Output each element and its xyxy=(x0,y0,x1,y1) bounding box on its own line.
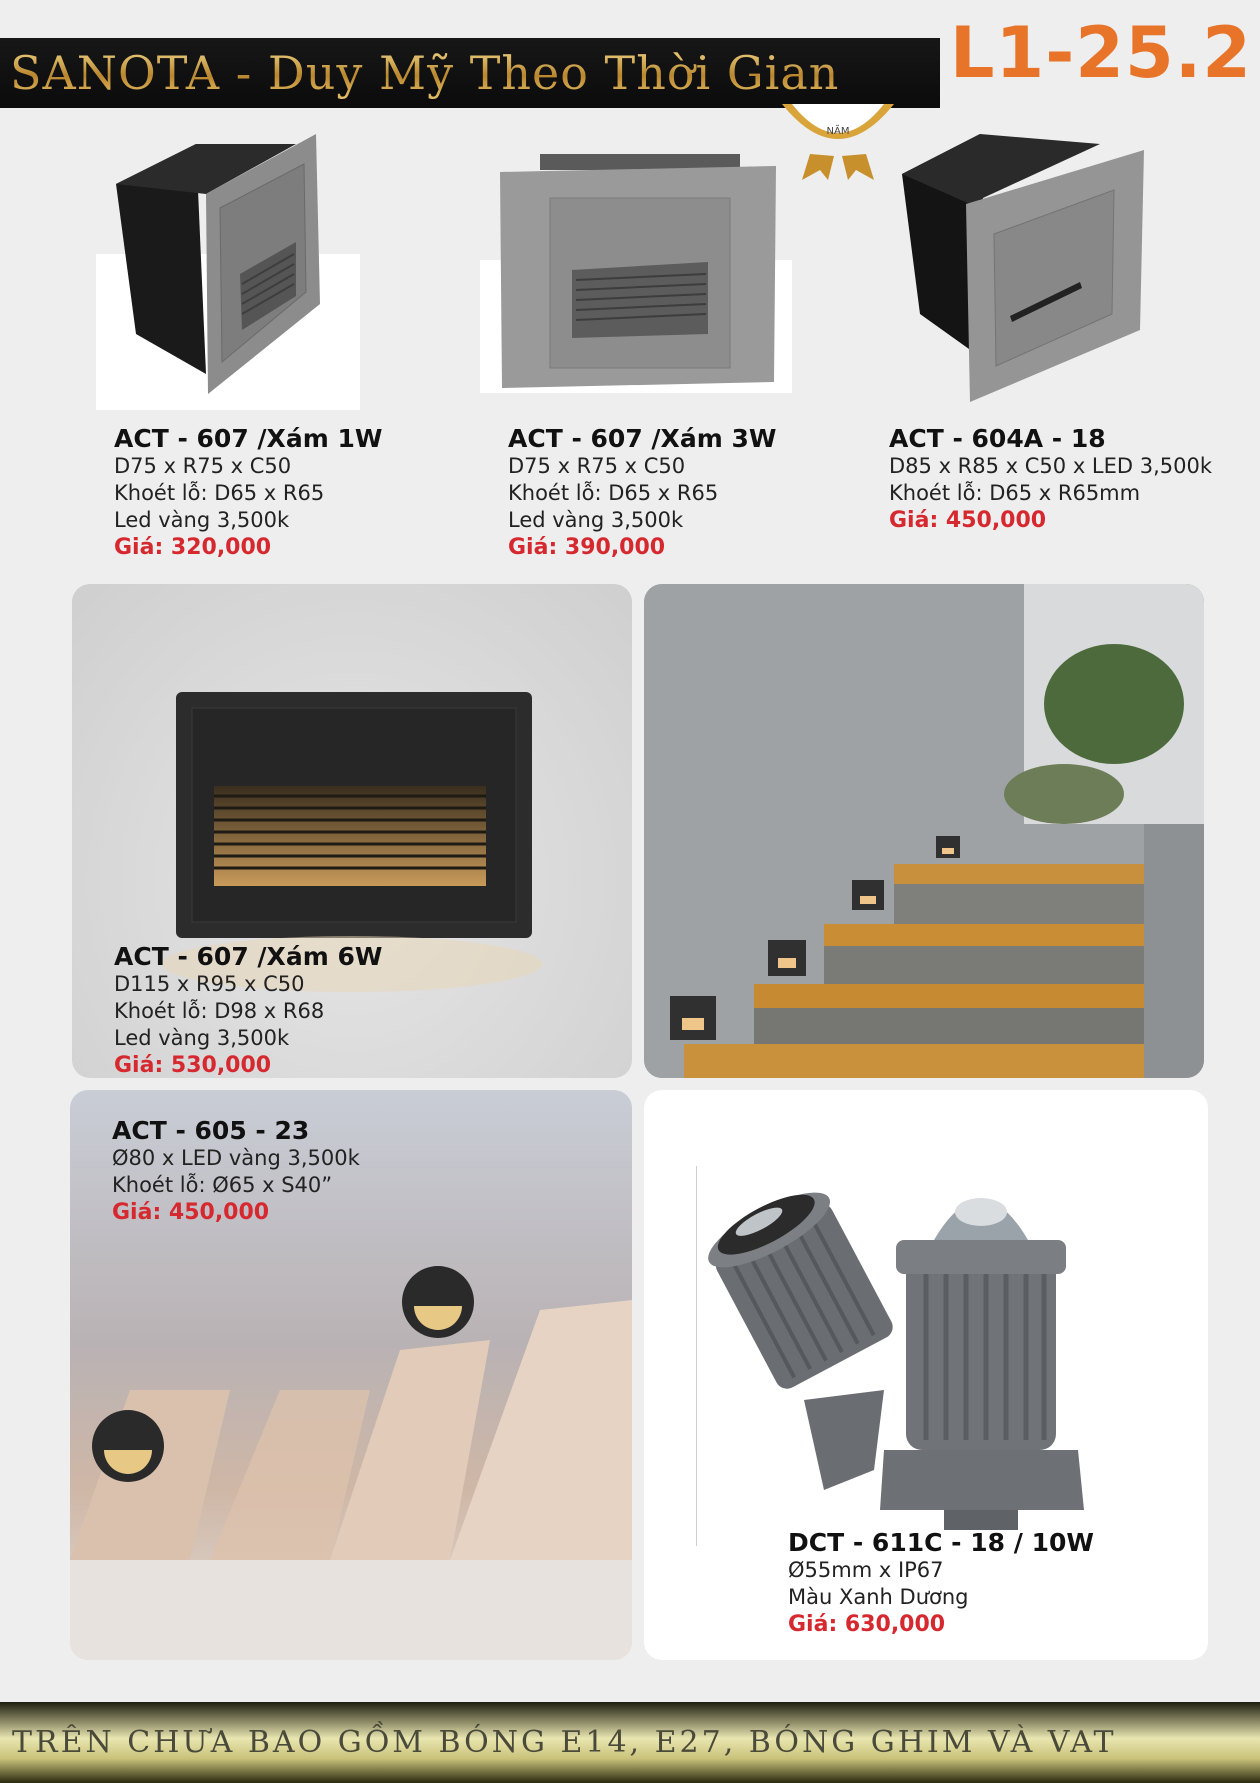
product-price: Giá: 390,000 xyxy=(508,535,666,560)
product-cutout: Khoét lỗ: D65 x R65mm xyxy=(889,481,1141,505)
product-dimensions: D85 x R85 x C50 x LED 3,500k xyxy=(889,454,1213,478)
product-led: Led vàng 3,500k xyxy=(508,508,684,532)
brand-banner xyxy=(0,38,940,108)
product-price: Giá: 630,000 xyxy=(788,1612,946,1637)
product-price: Giá: 530,000 xyxy=(114,1053,272,1078)
product-dimensions: Ø80 x LED vàng 3,500k xyxy=(112,1146,360,1170)
product-name: ACT - 604A - 18 xyxy=(889,424,1106,453)
product-name: ACT - 607 /Xám 1W xyxy=(114,424,383,453)
product-name: DCT - 611C - 18 / 10W xyxy=(788,1528,1094,1557)
page-code: L1-25.2 xyxy=(949,12,1252,94)
product-card-act605 xyxy=(70,1090,632,1660)
product-info-act605 xyxy=(112,1116,360,1227)
product-info-act607-3w xyxy=(508,424,776,562)
product-card-act607-6w xyxy=(72,584,632,1078)
product-price: Giá: 320,000 xyxy=(114,535,272,560)
product-name: ACT - 607 /Xám 6W xyxy=(114,942,383,971)
product-name: ACT - 605 - 23 xyxy=(112,1116,310,1145)
staircase-photo xyxy=(644,584,1204,1078)
product-dimensions: Ø55mm x IP67 xyxy=(788,1558,944,1582)
footer-note: TRÊN CHƯA BAO GỒM BÓNG E14, E27, BÓNG GHIM VÀ VAT xyxy=(12,1725,1117,1760)
product-dimensions: D75 x R75 x C50 xyxy=(114,454,292,478)
product-cutout: Khoét lỗ: D65 x R65 xyxy=(508,481,719,505)
product-dimensions: D115 x R95 x C50 xyxy=(114,972,305,996)
product-info-act604a xyxy=(889,424,1212,535)
product-led: Led vàng 3,500k xyxy=(114,508,290,532)
product-info-act607-6w xyxy=(114,942,382,1078)
product-price: Giá: 450,000 xyxy=(889,508,1047,533)
product-cutout: Khoét lỗ: D65 x R65 xyxy=(114,481,325,505)
product-color: Màu Xanh Dương xyxy=(788,1585,969,1609)
svg-text:NĂM: NĂM xyxy=(826,126,850,137)
product-cutout: Khoét lỗ: D98 x R68 xyxy=(114,999,325,1023)
product-name: ACT - 607 /Xám 3W xyxy=(508,424,777,453)
brand-slogan: SANOTA - Duy Mỹ Theo Thời Gian xyxy=(10,46,840,100)
product-price: Giá: 450,000 xyxy=(112,1200,270,1225)
product-led: Led vàng 3,500k xyxy=(114,1026,290,1050)
product-cutout: Khoét lỗ: Ø65 x S40” xyxy=(112,1173,333,1197)
product-info-act607-1w xyxy=(114,424,382,562)
warranty-badge-icon xyxy=(780,104,896,180)
product-image-act607-3w xyxy=(480,150,792,393)
footer-banner xyxy=(0,1702,1260,1783)
product-info-dct611c xyxy=(788,1528,1094,1639)
product-dimensions: D75 x R75 x C50 xyxy=(508,454,686,478)
product-image-act607-1w xyxy=(96,134,360,410)
product-card-dct611c xyxy=(644,1090,1208,1660)
product-image-act604a xyxy=(900,134,1150,404)
